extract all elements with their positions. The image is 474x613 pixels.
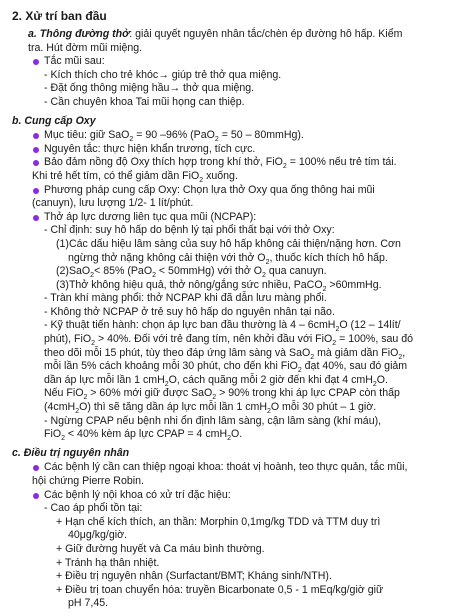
indication-1-line2: ngừng thở nặng không cải thiện với thở $O_2$, thuốc kích thích hô hấp. [68, 251, 388, 266]
oxygen-principle: Nguyên tắc: thực hiện khẩn trương, tích cực. [32, 143, 462, 157]
medical-bullet: Các bệnh lý nội khoa có xử trí đặc hiệu: [32, 489, 462, 503]
oxygen-title: b. Cung cấp Oxy [12, 114, 96, 127]
oxygen-method: Phương pháp cung cấp Oxy: Chọn lựa thở Oxy qua ống thông hai mũi [32, 184, 462, 198]
pphn-plus-5-line2: pH 7,45. [68, 597, 109, 610]
technique-line3: theo dõi mỗi 15 phút, tùy theo đáp ứng lâm sàng và SaO$_2$ mà giảm dần FiO$_2$, [44, 346, 406, 361]
technique-line1: - Kỹ thuật tiến hành: chọn áp lực ban đầu thường là 4 – 6cmH$_2$O (12 – 14lít/ [44, 319, 401, 334]
oxygen-method-line2: (canuyn), lưu lượng 1/2- 1 lít/phút. [32, 197, 194, 210]
pphn-plus-1-line2: 40μg/kg/giờ. [68, 529, 127, 542]
technique-line6: Nếu FiO$_2$ > 60% mới giữ được SaO$_2$ > 90% trong khi áp lực CPAP còn thấp [44, 387, 400, 402]
stop-cpap-line1: - Ngừng CPAP nếu bệnh nhi ổn định lâm sàng, cận lâm sàng (khí máu), [44, 414, 382, 427]
airway-title: a. Thông đường thở [28, 28, 130, 40]
ncpap-bullet: Thở áp lực dương liên tục qua mũi (NCPAP): [32, 211, 462, 225]
technique-line5: dần áp lực mỗi lần 1 cmH$_2$O, cách quãng mỗi 2 giờ đến khi đạt 4 cmH$_2$O. [44, 373, 388, 388]
pphn-plus-5: + Điều trị toan chuyển hóa: truyền Bicarbonate 0,5 - 1 mEq/kg/giờ giữ [56, 583, 384, 596]
indication-3: (3)Thở không hiệu quả, thở nông/gắng sức nhiều, PaCO$_2$ >60mmHg. [56, 278, 382, 293]
airway-intro-line2: tra. Hút đờm mũi miệng. [28, 41, 143, 54]
technique-line2: phút), FiO$_2$ > 40%. Đối với trẻ đang tím, nên khởi đầu với FiO$_2$ = 100%, sau đó [44, 333, 414, 348]
airway-item-1: - Kích thích cho trẻ khóc→ giúp trẻ thở qua miệng. [44, 68, 282, 81]
posterior-nasal-bullet: Tắc mũi sau: [32, 55, 462, 69]
technique-line7: (4cmH$_2$O) thì sẽ tăng dần áp lực mỗi lần 1 cmH$_2$O mỗi 30 phút – 1 giờ. [44, 401, 377, 416]
pphn-plus-1: + Hạn chế kích thích, an thần: Morphin 0,1mg/kg TDD và TTM duy trì [56, 515, 381, 528]
pphn-plus-2: + Giữ đường huyết và Ca máu bình thường. [56, 542, 265, 555]
surgical-bullet: Các bệnh lý cần can thiệp ngoại khoa: thoát vị hoành, teo thực quản, tắc mũi, [32, 461, 462, 475]
pphn-item: - Cao áp phổi tồn tại: [44, 502, 143, 515]
technique-line4: mỗi lần 5% cách khoảng mỗi 30 phút, cho đến khi FiO$_2$ đạt 40%, sau đó giảm [44, 360, 408, 375]
pphn-plus-3: + Tránh hạ thân nhiệt. [56, 556, 160, 569]
oxygen-goal: Mục tiêu: giữ SaO$_2$ = 90 –96% (PaO$_2$ = 50 – 80mmHg). [32, 129, 462, 143]
section-heading: 2. Xử trí ban đầu [12, 9, 107, 23]
airway-item-3: - Cần chuyên khoa Tai mũi họng can thiệp. [44, 95, 245, 108]
pphn-plus-4: + Điều trị nguyên nhân (Surfactant/BMT; Kháng sinh/NTH). [56, 570, 332, 583]
oxygen-ensure-line2: Khi trẻ hết tím, có thể giảm dần FiO$_2$ xuống. [32, 169, 238, 185]
surgical-line2: hội chứng Pierre Robin. [32, 475, 144, 487]
ncpap-indication: - Chỉ định: suy hô hấp do bệnh lý tại phổi thất bại với thở Oxy: [44, 224, 335, 237]
oxygen-ensure: Bảo đảm nồng độ Oxy thích hợp trong khí thở, FiO$_2$ = 100% nếu trẻ tím tái. [32, 156, 462, 170]
stop-cpap-line2: FiO$_2$ < 40% kèm áp lực CPAP = 4 cmH$_2$O. [44, 428, 243, 443]
cause-title: c. Điều trị nguyên nhân [12, 446, 130, 459]
indication-2: (2)SaO$_2$< 85% (PaO$_2$ < 50mmHg) với thở $O_2$ qua canuyn. [56, 265, 327, 280]
airway-item-2: - Đặt ống thông miệng hầu→ thở qua miệng. [44, 82, 255, 95]
pneumothorax-note: - Tràn khí màng phổi: thở NCPAP khi đã dẫn lưu màng phổi. [44, 292, 327, 305]
indication-1: (1)Các dấu hiệu lâm sàng của suy hô hấp không cải thiện/nặng hơn. Cơn [56, 237, 401, 250]
no-ncpap-note: - Không thở NCPAP ở trẻ suy hô hấp do nguyên nhân tại não. [44, 305, 335, 318]
airway-intro: a. Thông đường thở: giải quyết nguyên nhân tắc/chèn ép đường hô hấp. Kiểm [28, 28, 403, 40]
